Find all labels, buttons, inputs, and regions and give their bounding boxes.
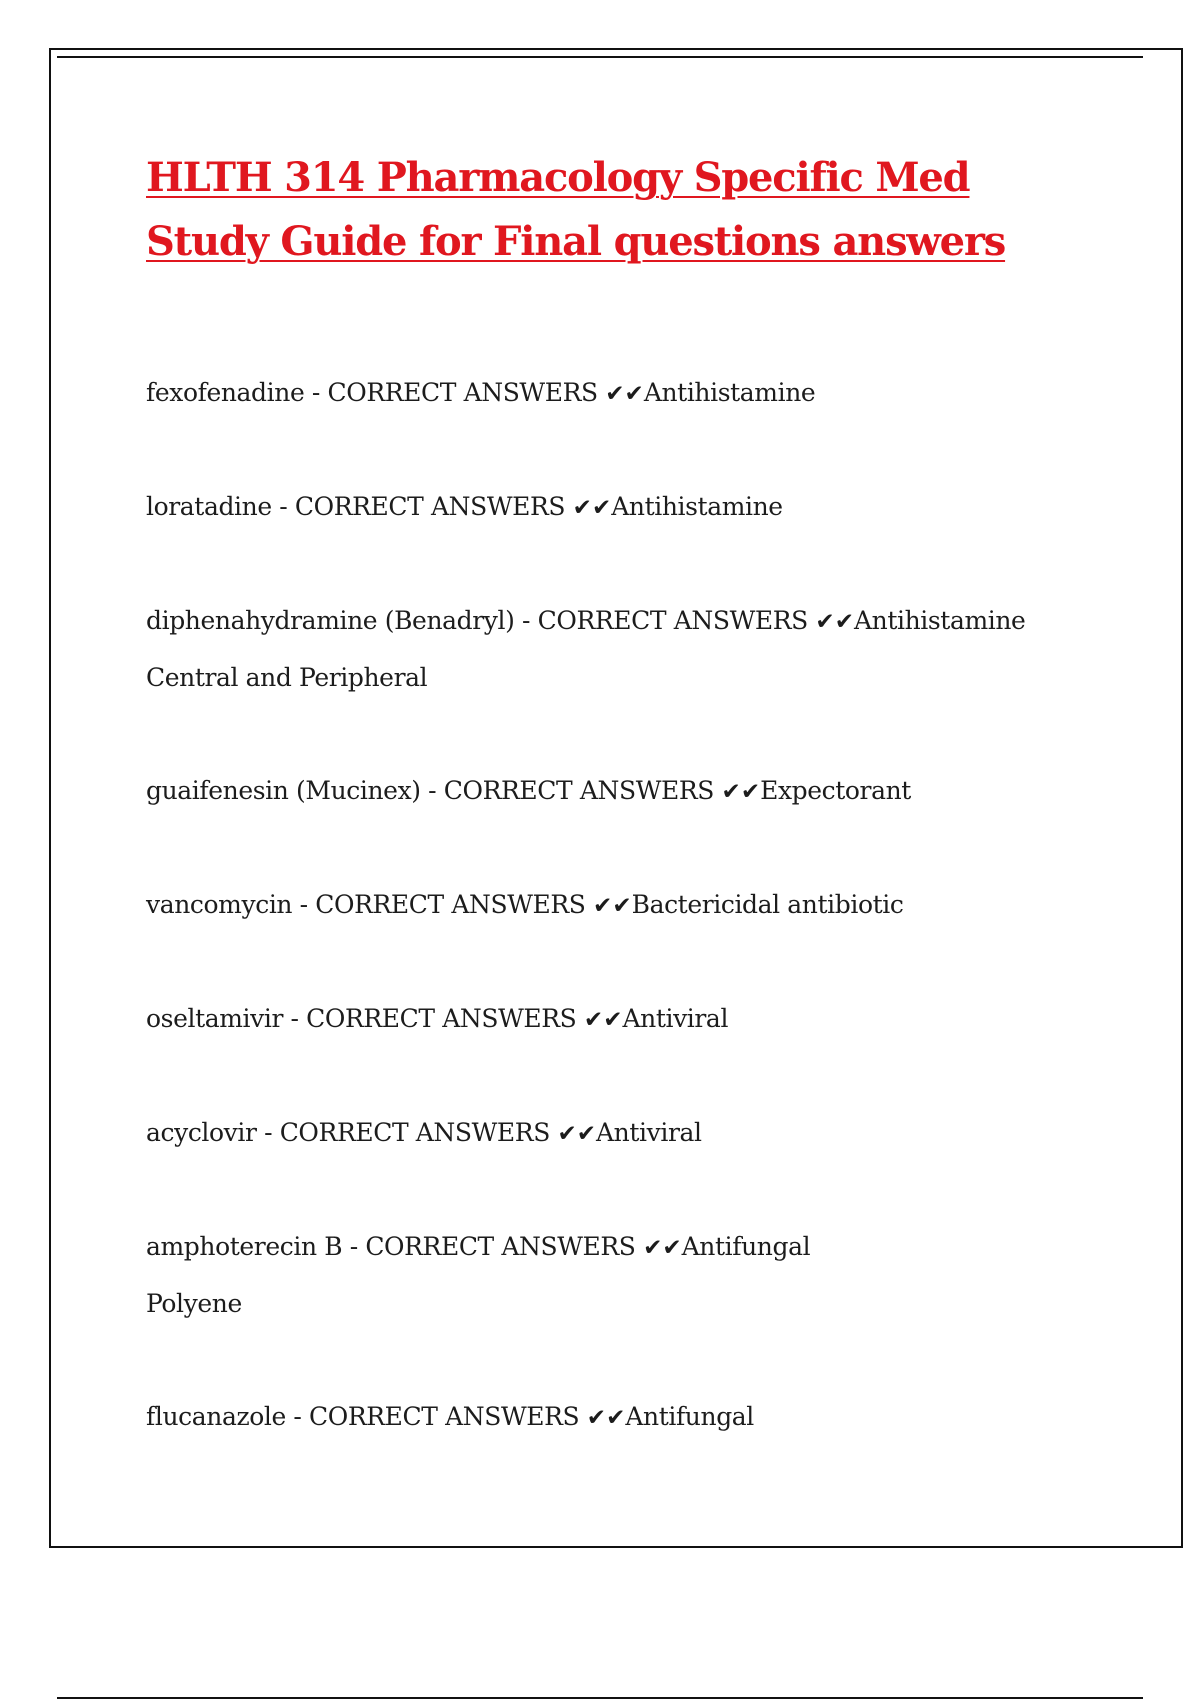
entry-line <box>146 479 1126 536</box>
list-item <box>146 763 1126 820</box>
answer-separator: - CORRECT ANSWERS <box>292 890 594 919</box>
answer-separator: - CORRECT ANSWERS <box>283 1004 584 1033</box>
drug-name: flucanazole <box>146 1402 286 1431</box>
answer-separator: - CORRECT ANSWERS <box>420 776 722 805</box>
drug-class: Bactericidal antibiotic <box>631 890 904 919</box>
drug-class: Antihistamine <box>643 378 816 407</box>
answer-separator: - CORRECT ANSWERS <box>514 606 816 635</box>
list-item <box>146 877 1126 934</box>
drug-class: Antifungal <box>625 1402 754 1431</box>
entry-line <box>146 991 1126 1048</box>
check-mark-icon: ✔✔ <box>643 1235 682 1261</box>
entry-line <box>146 1105 1126 1162</box>
entry-line <box>146 763 1126 820</box>
drug-name: fexofenadine <box>146 378 305 407</box>
drug-class: Antihistamine <box>611 492 783 521</box>
drug-name: diphenahydramine (Benadryl) <box>146 606 515 635</box>
check-mark-icon: ✔✔ <box>572 495 612 521</box>
list-item <box>146 1389 1126 1446</box>
check-mark-icon: ✔✔ <box>557 1121 597 1147</box>
list-item <box>146 593 1126 706</box>
drug-name: amphoterecin B <box>146 1232 343 1261</box>
document-title: HLTH 314 Pharmacology Specific Med Study Guide for Final questions answers <box>146 154 1006 265</box>
list-item <box>146 991 1126 1048</box>
bottom-rule <box>57 1697 1143 1699</box>
entry-line <box>146 1389 1126 1446</box>
check-mark-icon: ✔✔ <box>815 609 854 635</box>
list-item <box>146 365 1126 422</box>
check-mark-icon: ✔✔ <box>583 1007 623 1033</box>
drug-class: Antihistamine <box>853 606 1026 635</box>
check-mark-icon: ✔✔ <box>586 1405 626 1431</box>
drug-name: vancomycin <box>146 890 293 919</box>
answer-separator: - CORRECT ANSWERS <box>304 378 606 407</box>
drug-class: Antiviral <box>596 1118 702 1147</box>
drug-name: acyclovir <box>146 1118 257 1147</box>
entry-line <box>146 877 1126 934</box>
answer-separator: - CORRECT ANSWERS <box>256 1118 558 1147</box>
check-mark-icon: ✔✔ <box>593 893 632 919</box>
check-mark-icon: ✔✔ <box>605 381 644 407</box>
drug-class: Expectorant <box>760 776 911 805</box>
drug-name: guaifenesin (Mucinex) <box>146 776 421 805</box>
drug-name: oseltamivir <box>146 1004 283 1033</box>
entry-line <box>146 593 1126 650</box>
list-item <box>146 1105 1126 1162</box>
check-mark-icon: ✔✔ <box>721 779 761 805</box>
list-item <box>146 1219 1126 1332</box>
answer-separator: - CORRECT ANSWERS <box>285 1402 587 1431</box>
drug-class: Antiviral <box>622 1004 729 1033</box>
entry-extra: Central and Peripheral <box>146 663 428 692</box>
answer-separator: - CORRECT ANSWERS <box>271 492 573 521</box>
answer-separator: - CORRECT ANSWERS <box>342 1232 644 1261</box>
drug-class: Antifungal <box>681 1232 811 1261</box>
entry-extra: Polyene <box>146 1289 242 1318</box>
drug-name: loratadine <box>146 492 272 521</box>
entry-line <box>146 365 1126 422</box>
entry-line <box>146 1219 1126 1276</box>
entry-list <box>146 365 1126 1503</box>
list-item <box>146 479 1126 536</box>
